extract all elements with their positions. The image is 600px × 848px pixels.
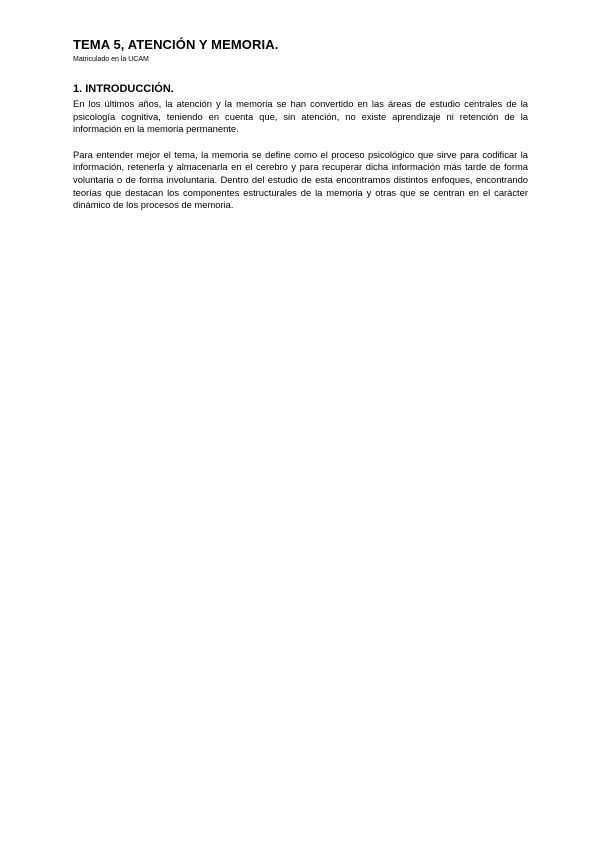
section-heading: 1. INTRODUCCIÓN. — [73, 83, 174, 95]
paragraph: En los últimos años, la atención y la memoria se han convertido en las áreas de estudio centrales de la psicología cognitiva, teniendo en cuenta que, sin atención, no existe aprendizaje ni retención de la información en la memoria permanente. — [73, 98, 528, 135]
section-introduccion — [73, 82, 528, 212]
document-subtitle: Matriculado en la UCAM — [73, 56, 149, 63]
document-title: TEMA 5, ATENCIÓN Y MEMORIA. — [73, 37, 279, 52]
document-page — [73, 37, 528, 212]
paragraph: Para entender mejor el tema, la memoria se define como el proceso psicológico que sirve para codificar la información, retenerla y almacenarla en el cerebro y para recuperar dicha información más tarde de forma voluntaria o de forma involuntaria. Dentro del estudio de esta encontramos distintos enfoques, encontrando teorías que destacan los componentes estructurales de la memoria y otras que se centran en el carácter dinámico de los procesos de memoria. — [73, 148, 528, 211]
